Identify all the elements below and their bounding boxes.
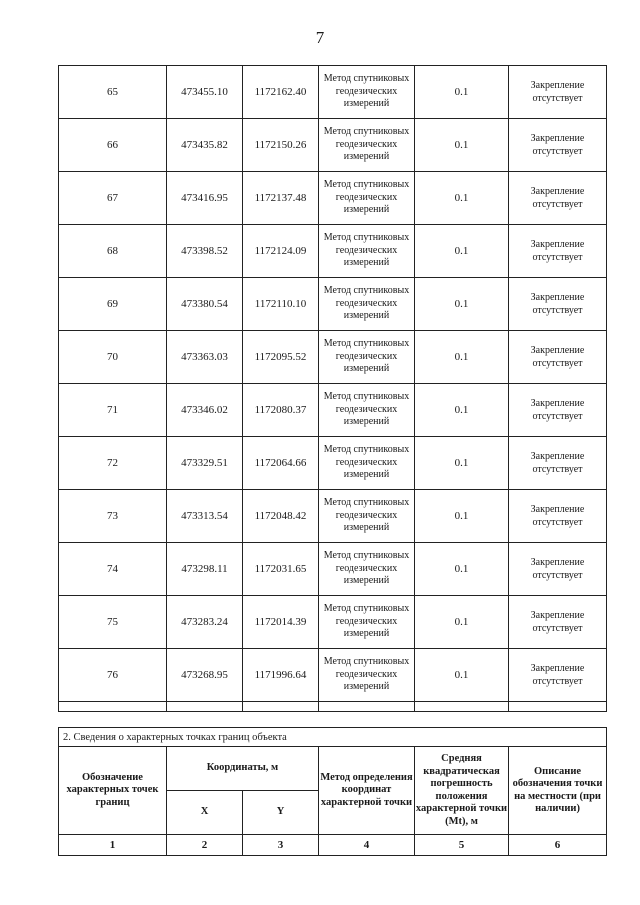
coord-x: 473283.24 (167, 596, 243, 649)
points-table-body (59, 66, 607, 712)
empty-cell (167, 702, 243, 712)
coord-x: 473346.02 (167, 384, 243, 437)
section-caption: 2. Сведения о характерных точках границ объекта (59, 728, 607, 747)
table-row (59, 331, 607, 384)
coord-y: 1172031.65 (243, 543, 319, 596)
error-cell: 0.1 (415, 331, 509, 384)
coord-x: 473398.52 (167, 225, 243, 278)
coord-y: 1172150.26 (243, 119, 319, 172)
coord-x: 473298.11 (167, 543, 243, 596)
fix-description: Закрепление отсутствует (509, 331, 607, 384)
error-cell: 0.1 (415, 278, 509, 331)
header-coordinates: Координаты, м (167, 747, 319, 791)
header-method: Метод определения координат характерной точки (319, 747, 415, 835)
point-id: 70 (59, 331, 167, 384)
error-cell: 0.1 (415, 172, 509, 225)
header-designation: Обозначение характерных точек границ (59, 747, 167, 835)
coord-y: 1172124.09 (243, 225, 319, 278)
coord-x: 473329.51 (167, 437, 243, 490)
table-row (59, 66, 607, 119)
fix-description: Закрепление отсутствует (509, 490, 607, 543)
error-cell: 0.1 (415, 225, 509, 278)
coord-y: 1171996.64 (243, 649, 319, 702)
fix-description: Закрепление отсутствует (509, 172, 607, 225)
empty-cell (319, 702, 415, 712)
error-cell: 0.1 (415, 437, 509, 490)
table-row (59, 172, 607, 225)
error-cell: 0.1 (415, 543, 509, 596)
point-id: 68 (59, 225, 167, 278)
method-cell: Метод спутниковых геодезических измерений (319, 331, 415, 384)
coord-x: 473455.10 (167, 66, 243, 119)
method-cell: Метод спутниковых геодезических измерений (319, 543, 415, 596)
col-number: 4 (319, 835, 415, 856)
point-id: 65 (59, 66, 167, 119)
coord-y: 1172095.52 (243, 331, 319, 384)
point-id: 72 (59, 437, 167, 490)
fix-description: Закрепление отсутствует (509, 278, 607, 331)
method-cell: Метод спутниковых геодезических измерений (319, 119, 415, 172)
method-cell: Метод спутниковых геодезических измерений (319, 437, 415, 490)
method-cell: Метод спутниковых геодезических измерений (319, 172, 415, 225)
error-cell: 0.1 (415, 66, 509, 119)
method-cell: Метод спутниковых геодезических измерений (319, 384, 415, 437)
table-spacer-row (59, 702, 607, 712)
table-row (59, 437, 607, 490)
empty-cell (243, 702, 319, 712)
coord-y: 1172080.37 (243, 384, 319, 437)
error-cell: 0.1 (415, 649, 509, 702)
fix-description: Закрепление отсутствует (509, 225, 607, 278)
error-cell: 0.1 (415, 119, 509, 172)
error-cell: 0.1 (415, 596, 509, 649)
error-cell: 0.1 (415, 490, 509, 543)
table-row (59, 596, 607, 649)
point-id: 66 (59, 119, 167, 172)
coord-y: 1172014.39 (243, 596, 319, 649)
coord-x: 473416.95 (167, 172, 243, 225)
coord-x: 473435.82 (167, 119, 243, 172)
coord-x: 473380.54 (167, 278, 243, 331)
fix-description: Закрепление отсутствует (509, 119, 607, 172)
empty-cell (59, 702, 167, 712)
method-cell: Метод спутниковых геодезических измерений (319, 490, 415, 543)
table-row (59, 543, 607, 596)
header-x: X (167, 791, 243, 835)
points-table (58, 65, 607, 712)
fix-description: Закрепление отсутствует (509, 437, 607, 490)
coord-y: 1172137.48 (243, 172, 319, 225)
coord-y: 1172162.40 (243, 66, 319, 119)
fix-description: Закрепление отсутствует (509, 66, 607, 119)
table-row (59, 384, 607, 437)
point-id: 69 (59, 278, 167, 331)
coord-x: 473363.03 (167, 331, 243, 384)
coord-x: 473268.95 (167, 649, 243, 702)
boundary-points-header-table (58, 727, 607, 856)
point-id: 74 (59, 543, 167, 596)
empty-cell (509, 702, 607, 712)
header-y: Y (243, 791, 319, 835)
header-description: Описание обозначения точки на местности (при наличии) (509, 747, 607, 835)
empty-cell (415, 702, 509, 712)
point-id: 76 (59, 649, 167, 702)
fix-description: Закрепление отсутствует (509, 384, 607, 437)
point-id: 75 (59, 596, 167, 649)
point-id: 73 (59, 490, 167, 543)
fix-description: Закрепление отсутствует (509, 543, 607, 596)
method-cell: Метод спутниковых геодезических измерений (319, 225, 415, 278)
fix-description: Закрепление отсутствует (509, 649, 607, 702)
coord-x: 473313.54 (167, 490, 243, 543)
table-row (59, 490, 607, 543)
table-row (59, 278, 607, 331)
coord-y: 1172110.10 (243, 278, 319, 331)
col-number: 3 (243, 835, 319, 856)
method-cell: Метод спутниковых геодезических измерений (319, 596, 415, 649)
page-number: 7 (315, 28, 325, 47)
coord-y: 1172048.42 (243, 490, 319, 543)
coord-y: 1172064.66 (243, 437, 319, 490)
col-number: 2 (167, 835, 243, 856)
col-number: 6 (509, 835, 607, 856)
table-row (59, 225, 607, 278)
point-id: 67 (59, 172, 167, 225)
col-number: 1 (59, 835, 167, 856)
point-id: 71 (59, 384, 167, 437)
col-number: 5 (415, 835, 509, 856)
table-row (59, 649, 607, 702)
error-cell: 0.1 (415, 384, 509, 437)
fix-description: Закрепление отсутствует (509, 596, 607, 649)
table-row (59, 119, 607, 172)
method-cell: Метод спутниковых геодезических измерений (319, 649, 415, 702)
header-error: Средняя квадратическая погрешность положения характерной точки (Mt), м (415, 747, 509, 835)
method-cell: Метод спутниковых геодезических измерений (319, 66, 415, 119)
method-cell: Метод спутниковых геодезических измерений (319, 278, 415, 331)
